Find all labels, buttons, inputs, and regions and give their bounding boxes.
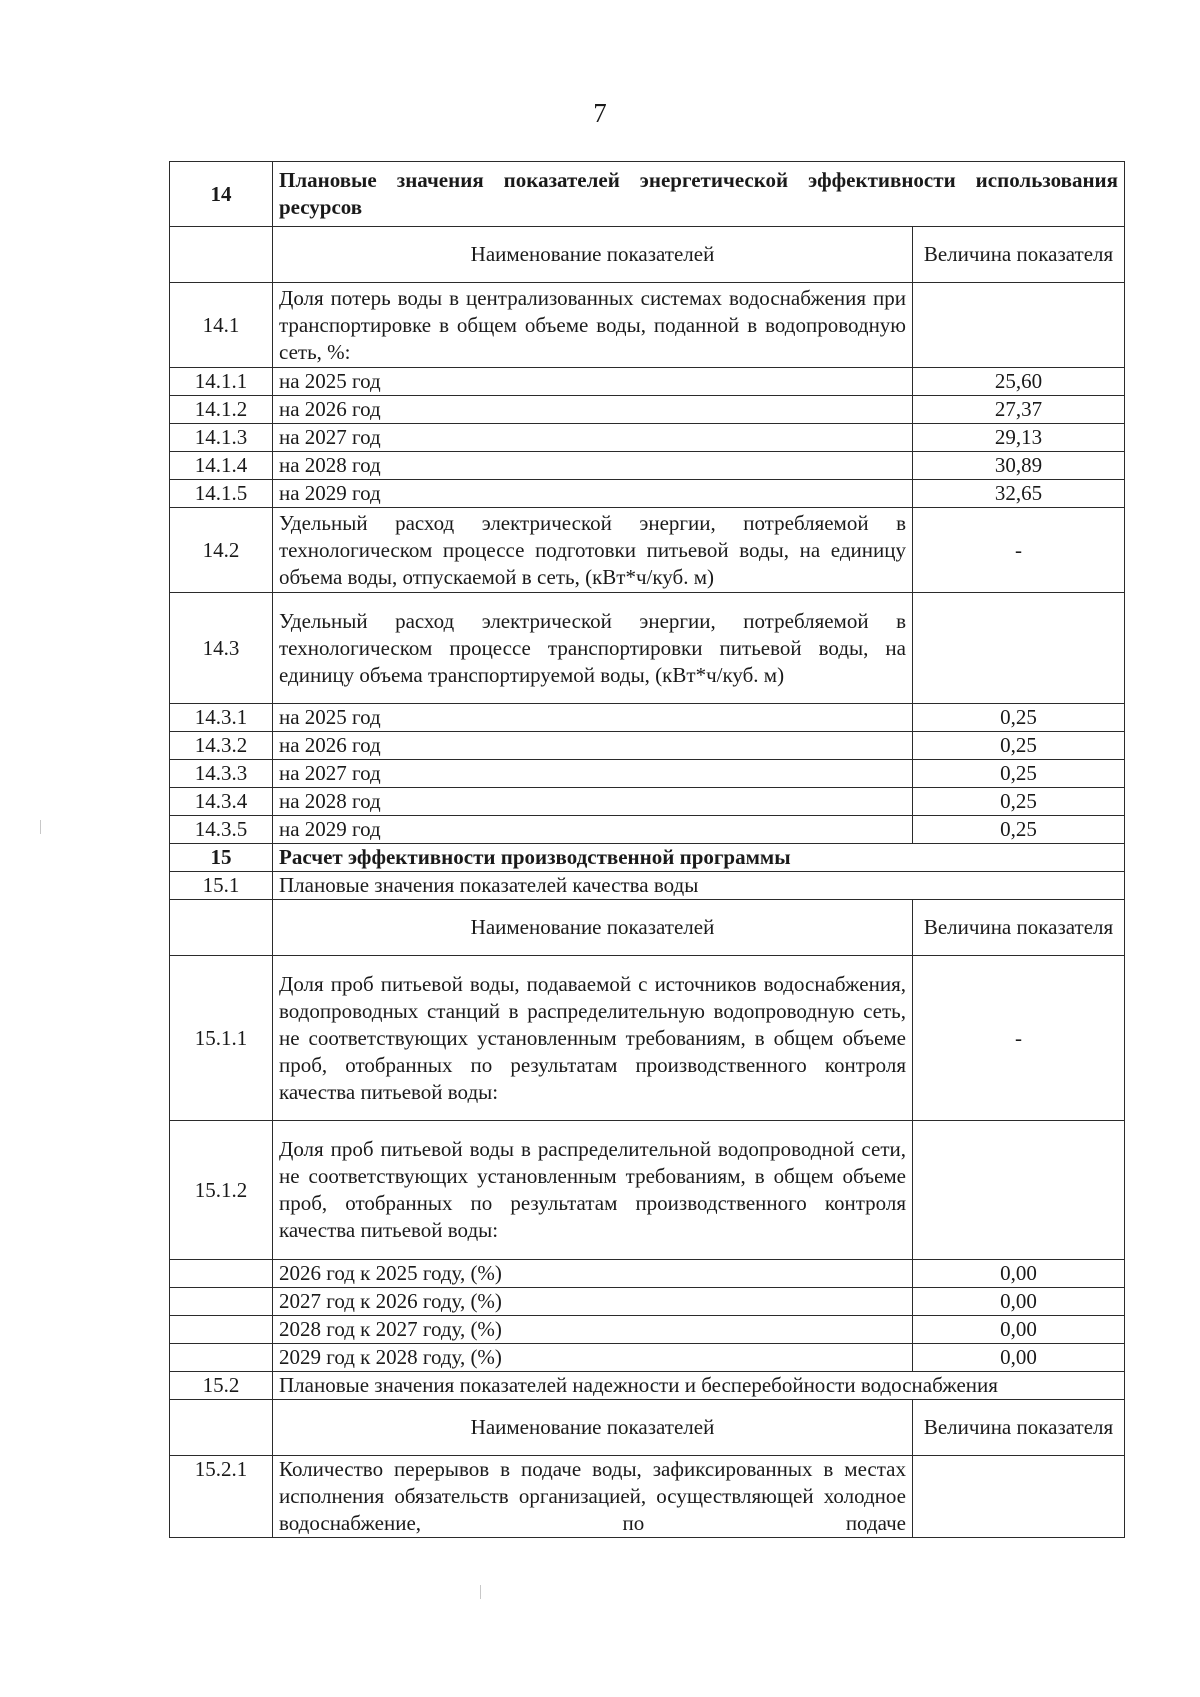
table-row	[170, 1260, 1125, 1288]
indicators-table	[169, 161, 1125, 1538]
row-value: 0,25	[913, 788, 1125, 816]
row-text: на 2027 год	[273, 760, 913, 788]
row-text: на 2028 год	[273, 788, 913, 816]
section-15-row	[170, 844, 1125, 872]
row-text: Удельный расход электрической энергии, потребляемой в технологическом процессе подготовки питьевой воды, на единицу объема воды, отпускаемой в сеть, (кВт*ч/куб. м)	[273, 508, 913, 593]
subsection-15-2-title: Плановые значения показателей надежности и бесперебойности водоснабжения	[273, 1372, 1125, 1400]
header-empty-cell	[170, 900, 273, 956]
header-value: Величина показателя	[913, 1400, 1125, 1456]
row-number: 14.3.1	[170, 704, 273, 732]
row-number: 15.2.1	[170, 1456, 273, 1538]
section-14-number: 14	[170, 162, 273, 227]
scan-artifact	[480, 1585, 481, 1599]
header-name: Наименование показателей	[273, 227, 913, 283]
row-text: Доля проб питьевой воды, подаваемой с источников водоснабжения, водопроводных станций в распределительную водопроводную сеть, не соответствующих установленным требованиям, в общем объеме проб, отобранных по результатам производственного контроля качества питьевой воды:	[273, 956, 913, 1121]
row-value	[913, 1121, 1125, 1260]
row-number	[170, 1316, 273, 1344]
row-number: 14.1	[170, 283, 273, 368]
section-15-title: Расчет эффективности производственной программы	[273, 844, 1125, 872]
row-number: 14.1.4	[170, 452, 273, 480]
row-number: 14.3.2	[170, 732, 273, 760]
table-row	[170, 424, 1125, 452]
row-number: 14.2	[170, 508, 273, 593]
row-value: 0,25	[913, 816, 1125, 844]
row-number: 14.3.5	[170, 816, 273, 844]
section-14-title: Плановые значения показателей энергетической эффективности использования ресурсов	[273, 162, 1125, 227]
row-text: на 2026 год	[273, 396, 913, 424]
row-number	[170, 1344, 273, 1372]
table-row	[170, 956, 1125, 1121]
row-text: на 2029 год	[273, 480, 913, 508]
table-row	[170, 1344, 1125, 1372]
subsection-15-1-header-row	[170, 900, 1125, 956]
row-text: на 2027 год	[273, 424, 913, 452]
table-row	[170, 760, 1125, 788]
row-number: 15.1.1	[170, 956, 273, 1121]
header-value: Величина показателя	[913, 900, 1125, 956]
row-value: 0,00	[913, 1260, 1125, 1288]
row-text: Доля потерь воды в централизованных системах водоснабжения при транспортировке в общем объеме воды, поданной в водопроводную сеть, %:	[273, 283, 913, 368]
row-value: 0,25	[913, 704, 1125, 732]
row-number: 14.1.3	[170, 424, 273, 452]
table-row	[170, 1316, 1125, 1344]
row-number: 14.1.2	[170, 396, 273, 424]
subsection-15-2-header-row	[170, 1400, 1125, 1456]
row-value	[913, 1456, 1125, 1538]
table-row	[170, 816, 1125, 844]
row-text: 2029 год к 2028 году, (%)	[273, 1344, 913, 1372]
row-text: 2027 год к 2026 году, (%)	[273, 1288, 913, 1316]
subsection-15-2-number: 15.2	[170, 1372, 273, 1400]
table-row	[170, 732, 1125, 760]
row-number: 14.3	[170, 593, 273, 704]
row-value: 32,65	[913, 480, 1125, 508]
table-row	[170, 508, 1125, 593]
table-row	[170, 1456, 1125, 1538]
table-row	[170, 788, 1125, 816]
row-value: 0,00	[913, 1316, 1125, 1344]
row-number	[170, 1288, 273, 1316]
header-empty-cell	[170, 1400, 273, 1456]
section-14-row	[170, 162, 1125, 227]
table-row	[170, 704, 1125, 732]
row-number: 14.3.4	[170, 788, 273, 816]
table-row	[170, 1288, 1125, 1316]
section-14-header-row	[170, 227, 1125, 283]
subsection-15-1-row	[170, 872, 1125, 900]
header-name: Наименование показателей	[273, 900, 913, 956]
row-text: на 2025 год	[273, 704, 913, 732]
table-row	[170, 1121, 1125, 1260]
subsection-15-1-number: 15.1	[170, 872, 273, 900]
row-value: 0,25	[913, 760, 1125, 788]
header-empty-cell	[170, 227, 273, 283]
row-text: 2026 год к 2025 году, (%)	[273, 1260, 913, 1288]
row-value: 25,60	[913, 368, 1125, 396]
table-row	[170, 396, 1125, 424]
header-value: Величина показателя	[913, 227, 1125, 283]
row-text: Удельный расход электрической энергии, потребляемой в технологическом процессе транспортировки питьевой воды, на единицу объема транспортируемой воды, (кВт*ч/куб. м)	[273, 593, 913, 704]
subsection-15-1-title: Плановые значения показателей качества воды	[273, 872, 1125, 900]
row-value: 0,00	[913, 1344, 1125, 1372]
row-number	[170, 1260, 273, 1288]
row-text: 2028 год к 2027 году, (%)	[273, 1316, 913, 1344]
row-text: Доля проб питьевой воды в распределительной водопроводной сети, не соответствующих установленным требованиям, в общем объеме проб, отобранных по результатам производственного контроля качества питьевой воды:	[273, 1121, 913, 1260]
table-row	[170, 452, 1125, 480]
page-number: 7	[593, 98, 607, 128]
row-value: -	[913, 508, 1125, 593]
scan-artifact	[40, 820, 41, 834]
row-value	[913, 593, 1125, 704]
row-value	[913, 283, 1125, 368]
row-number: 14.1.1	[170, 368, 273, 396]
row-number: 15.1.2	[170, 1121, 273, 1260]
row-text: на 2026 год	[273, 732, 913, 760]
row-text: на 2028 год	[273, 452, 913, 480]
row-value: 29,13	[913, 424, 1125, 452]
row-value: 30,89	[913, 452, 1125, 480]
row-text: Количество перерывов в подаче воды, зафиксированных в местах исполнения обязательств организацией, осуществляющей холодное водоснабжение, по подаче	[273, 1456, 913, 1538]
table-row	[170, 283, 1125, 368]
row-value: -	[913, 956, 1125, 1121]
row-text: на 2029 год	[273, 816, 913, 844]
row-text: на 2025 год	[273, 368, 913, 396]
subsection-15-2-row	[170, 1372, 1125, 1400]
row-number: 14.3.3	[170, 760, 273, 788]
row-value: 27,37	[913, 396, 1125, 424]
section-15-number: 15	[170, 844, 273, 872]
row-number: 14.1.5	[170, 480, 273, 508]
row-value: 0,00	[913, 1288, 1125, 1316]
table-row	[170, 593, 1125, 704]
table-row	[170, 480, 1125, 508]
row-value: 0,25	[913, 732, 1125, 760]
header-name: Наименование показателей	[273, 1400, 913, 1456]
table-row	[170, 368, 1125, 396]
